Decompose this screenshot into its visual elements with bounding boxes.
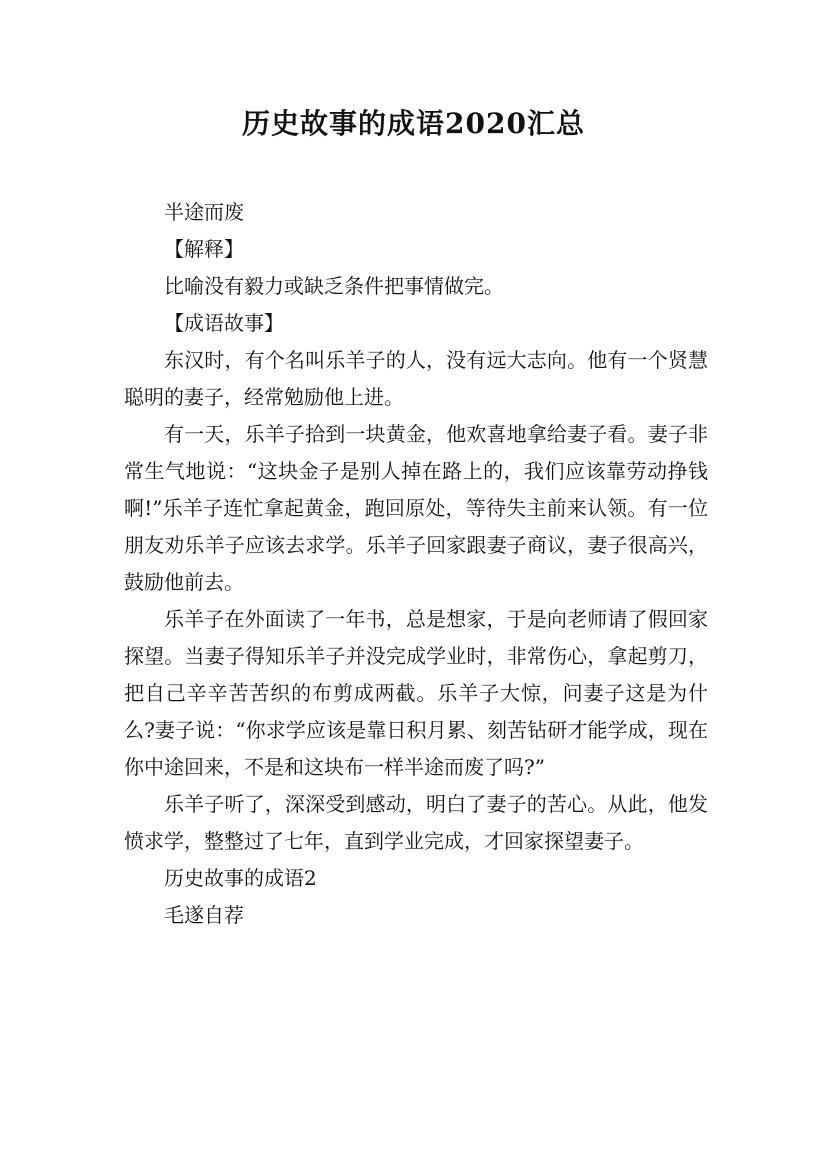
story-paragraph: 乐羊子在外面读了一年书，总是想家，于是向老师请了假回家探望。当妻子得知乐羊子并没完成学业时，非常伤心，拿起剪刀，把自己辛辛苦苦织的布剪成两截。乐羊子大惊，问妻子这是为什么?妻子说：“你求学应该是靠日积月累、刻苦钻研才能学成，现在你中途回来，不是和这块布一样半途而废了吗?” xyxy=(124,607,708,779)
section-label-story: 【成语故事】 xyxy=(164,311,284,335)
document-body xyxy=(124,194,708,934)
story-paragraph: 有一天，乐羊子拾到一块黄金，他欢喜地拿给妻子看。妻子非常生气地说：“这块金子是别人掉在路上的，我们应该靠劳动挣钱啊!”乐羊子连忙拿起黄金，跑回原处，等待失主前来认领。有一位朋友劝乐羊子应该去求学。乐羊子回家跟妻子商议，妻子很高兴，鼓励他前去。 xyxy=(124,422,708,594)
story-paragraph: 东汉时，有个名叫乐羊子的人，没有远大志向。他有一个贤慧聪明的妻子，经常勉励他上进。 xyxy=(124,348,708,409)
idiom-heading: 半途而废 xyxy=(164,200,244,224)
idiom-heading: 毛遂自荐 xyxy=(164,903,244,927)
subsection-heading: 历史故事的成语2 xyxy=(164,866,317,890)
explanation-text: 比喻没有毅力或缺乏条件把事情做完。 xyxy=(164,274,504,298)
story-paragraph: 乐羊子听了，深深受到感动，明白了妻子的苦心。从此，他发愤求学，整整过了七年，直到学业完成，才回家探望妻子。 xyxy=(124,792,708,853)
section-label-explanation: 【解释】 xyxy=(164,237,244,261)
document-title: 历史故事的成语2020汇总 xyxy=(242,107,585,140)
